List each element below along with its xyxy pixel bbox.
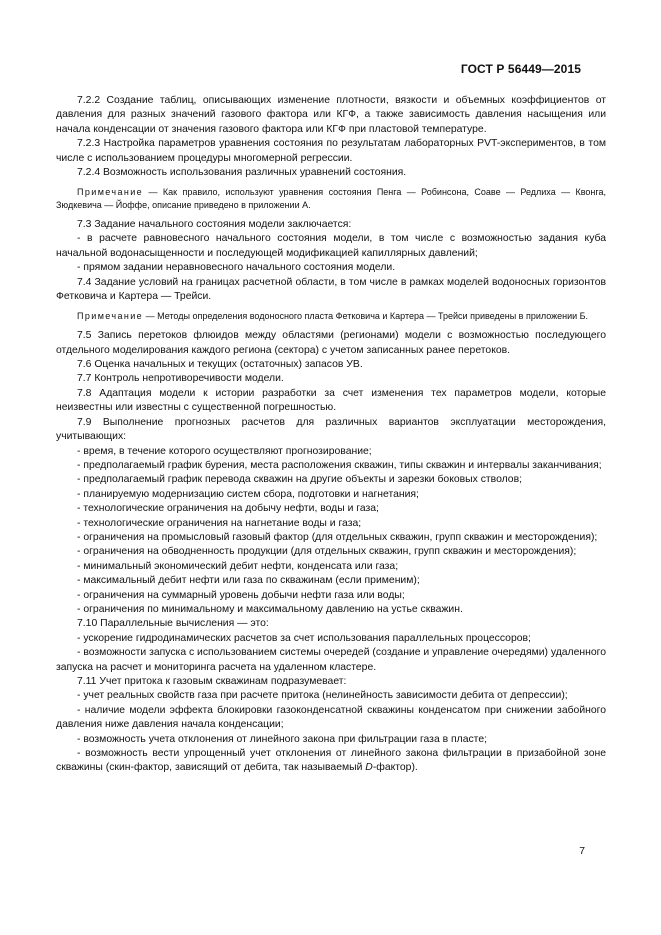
list-item: - ограничения на суммарный уровень добычи нефти газа или воды; <box>77 589 405 601</box>
list-item: - ограничения по минимальному и максимальному давлению на устье скважин. <box>77 603 463 615</box>
paragraph-7-10: 7.10 Параллельные вычисления — это: <box>77 618 269 630</box>
list-item: - возможность учета отклонения от линейного закона при фильтрации газа в пласте; <box>77 733 487 745</box>
note-label: Примечание <box>77 187 144 198</box>
list-item: - время, в течение которого осуществляют прогнозирование; <box>77 445 372 457</box>
document-body <box>56 94 606 776</box>
paragraph-7-7: 7.7 Контроль непротиворечивости модели. <box>77 373 284 385</box>
paragraph-7-6: 7.6 Оценка начальных и текущих (остаточных) запасов УВ. <box>77 359 363 371</box>
list-item-tail: -фактор). <box>372 762 418 774</box>
paragraph-7-2-4: 7.2.4 Возможность использования различных уравнений состояния. <box>77 167 407 179</box>
list-item: - технологические ограничения на нагнетание воды и газа; <box>77 517 362 529</box>
list-item: - наличие модели эффекта блокировки газоконденсатной скважины конденсатом при снижении забойного давления ниже давления начала конденсации; <box>56 704 606 731</box>
note-text: — Как правило, используют уравнения состояния Пенга — Робинсона, Соаве — Редлиха — Квонга, Зюдкевича — Йоффе, описание приведено в приложении А. <box>56 187 606 211</box>
list-item <box>56 747 606 776</box>
paragraph-7-9: 7.9 Выполнение прогнозных расчетов для различных вариантов эксплуатации месторождения, учитывающих: <box>56 416 606 443</box>
paragraph-7-8: 7.8 Адаптация модели к истории разработки за счет изменения тех параметров модели, которые неизвестны или известны с существенной погрешностью. <box>56 387 606 414</box>
list-item: - прямом задании неравновесного начального состояния модели. <box>77 262 396 274</box>
page-number: 7 <box>579 846 585 857</box>
document-code: ГОСТ Р 56449—2015 <box>460 62 581 76</box>
list-item: - планируемую модернизацию систем сбора, подготовки и нагнетания; <box>77 488 419 500</box>
note-text: — Методы определения водоносного пласта Фетковича и Картера — Трейси приведены в приложении Б. <box>143 311 589 322</box>
note-label: Примечание <box>77 311 144 322</box>
note-aquifer-methods <box>56 310 606 323</box>
paragraph-7-2-2: 7.2.2 Создание таблиц, описывающих изменение плотности, вязкости и объемных коэффициентов от давления для разных значений газового фактора или КГФ, а также зависимость давления насыщения или начала конденсации от значения газового фактора или КГФ при пластовой температуре. <box>56 95 606 135</box>
paragraph-7-5: 7.5 Запись перетоков флюидов между областями (регионами) модели с возможностью последующего отдельного моделирования каждого региона (сектора) с учетом записанных ранее перетоков. <box>56 330 606 356</box>
paragraph-7-4: 7.4 Задание условий на границах расчетной области, в том числе в рамках моделей водоносных горизонтов Фетковича и Картера — Трейси. <box>56 276 606 303</box>
list-item: - ускорение гидродинамических расчетов за счет использования параллельных процессоров; <box>77 632 531 644</box>
list-item: - технологические ограничения на добычу нефти, воды и газа; <box>77 503 379 515</box>
list-item: - возможности запуска с использованием системы очередей (создание и управление очередями) удаленного запуска на расчет и мониторинга расчета на удаленном кластере. <box>56 647 606 673</box>
paragraph-7-3: 7.3 Задание начального состояния модели заключается: <box>77 219 352 231</box>
paragraph-7-11: 7.11 Учет притока к газовым скважинам подразумевает: <box>77 676 347 688</box>
list-item: - в расчете равновесного начального состояния модели, в том числе с возможностью задания куба начальной водонасыщенности и последующей модификацией капиллярных давлений; <box>56 233 606 259</box>
list-item: - ограничения на промысловый газовый фактор (для отдельных скважин, групп скважин и месторождения); <box>77 531 598 543</box>
list-item: - учет реальных свойств газа при расчете притока (нелинейность зависимости дебита от депрессии); <box>77 690 568 702</box>
paragraph-7-2-3: 7.2.3 Настройка параметров уравнения состояния по результатам лабораторных PVT-экспериментов, в том числе с использованием процедуры многомерной регрессии. <box>56 138 606 164</box>
list-item: - максимальный дебит нефти или газа по скважинам (если применим); <box>77 575 420 587</box>
list-item: - предполагаемый график бурения, места расположения скважин, типы скважин и интервалы заканчивания; <box>77 459 602 471</box>
list-item-text: - возможность вести упрощенный учет отклонения от линейного закона фильтрации в призабойной зоне скважины (скин-фактор, зависящий от дебита, так называемый <box>56 748 606 774</box>
list-item: - ограничения на обводненность продукции (для отдельных скважин, групп скважин и месторождения); <box>77 546 577 558</box>
d-factor-symbol: D <box>365 762 373 774</box>
note-equations-of-state <box>56 186 606 212</box>
list-item: - минимальный экономический дебит нефти, конденсата или газа; <box>77 560 399 572</box>
list-item: - предполагаемый график перевода скважин на другие объекты и зарезки боковых стволов; <box>77 474 522 486</box>
